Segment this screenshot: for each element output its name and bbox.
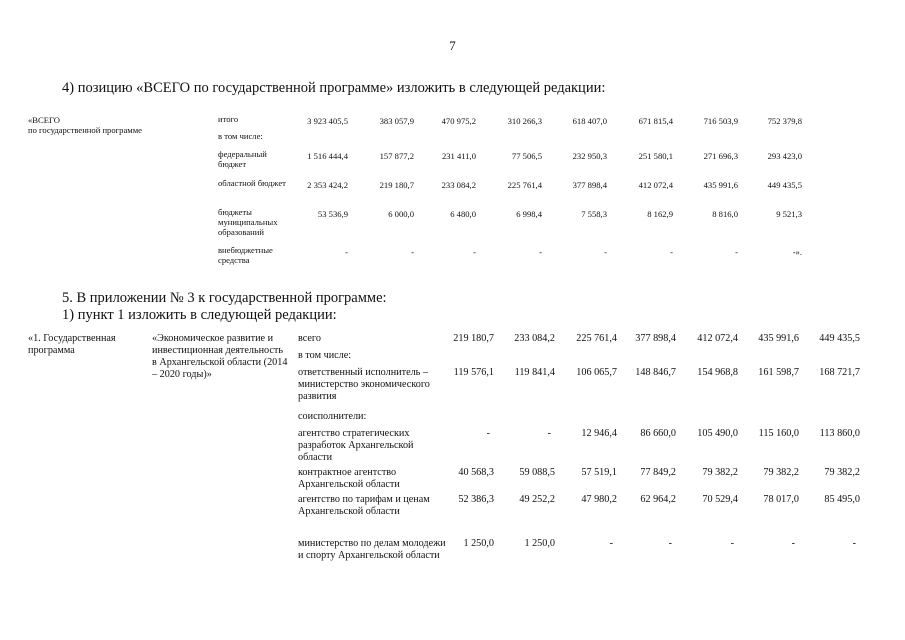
item4-heading: 4) позицию «ВСЕГО по государственной программе» изложить в следующей редакции: <box>62 80 606 96</box>
table-cell: 1 250,0 <box>463 538 494 549</box>
table-cell: 377 898,4 <box>635 333 676 344</box>
table-cell: 9 521,3 <box>776 209 802 219</box>
table-cell: - <box>486 428 490 439</box>
table-cell: - <box>735 247 738 257</box>
table-cell: 412 072,4 <box>697 333 738 344</box>
page-number: 7 <box>449 38 456 53</box>
table-cell: 383 057,9 <box>379 116 414 126</box>
table-row-name: ответственный исполнитель – министерство экономического развития <box>298 367 430 402</box>
table-cell: 148 846,7 <box>635 367 676 378</box>
table-cell: 449 435,5 <box>819 333 860 344</box>
table-cell: 6 000,0 <box>388 209 414 219</box>
table-row-name: агентство по тарифам и ценам Архангельской области <box>298 494 430 517</box>
table-cell: 251 580,1 <box>638 151 673 161</box>
table-cell: 231 411,0 <box>441 151 476 161</box>
table-row-name: всего <box>298 333 321 344</box>
table-cell: 12 946,4 <box>581 428 617 439</box>
table-cell: 412 072,4 <box>638 180 673 190</box>
table-row-name: внебюджетные средства <box>218 245 273 265</box>
table-cell: 77 849,2 <box>640 467 676 478</box>
table-cell: 70 529,4 <box>702 494 738 505</box>
table-row-name: в том числе: <box>298 350 352 361</box>
table-cell: 157 877,2 <box>379 151 414 161</box>
item5-subheading: 1) пункт 1 изложить в следующей редакции: <box>62 307 337 323</box>
table-cell: - <box>411 247 414 257</box>
table-row-name: контрактное агентство Архангельской области <box>298 467 400 490</box>
table-cell: 106 065,7 <box>576 367 617 378</box>
table-cell: 77 506,5 <box>511 151 542 161</box>
program-title: «Экономическое развитие и инвестиционная деятельность в Архангельской области (2014 – 2020 годы)» <box>152 333 288 380</box>
total-label: «ВСЕГО <box>28 115 60 125</box>
table-cell: 3 923 405,5 <box>307 116 348 126</box>
table-cell: 7 558,3 <box>581 209 607 219</box>
table-row-name: федеральный бюджет <box>218 149 267 169</box>
total-label: по государственной программе <box>28 125 142 135</box>
table-cell: - <box>345 247 348 257</box>
table-cell: - <box>539 247 542 257</box>
table-cell: 225 761,4 <box>576 333 617 344</box>
table-cell: 168 721,7 <box>819 367 860 378</box>
table-cell: 57 519,1 <box>581 467 617 478</box>
table-cell: 671 815,4 <box>638 116 673 126</box>
table-row-name: агентство стратегических разработок Архангельской области <box>298 428 414 463</box>
table-cell: - <box>730 538 734 549</box>
table-row-name: министерство по делам молодежи и спорту Архангельской области <box>298 538 446 561</box>
table-row-name: бюджеты муниципальных образований <box>218 207 278 237</box>
table-cell: - <box>668 538 672 549</box>
table-row-name: итого <box>218 114 239 124</box>
table-cell: 310 266,3 <box>507 116 542 126</box>
table-cell: 161 598,7 <box>758 367 799 378</box>
table-cell: 79 382,2 <box>763 467 799 478</box>
table-cell: - <box>670 247 673 257</box>
table-cell: 271 696,3 <box>703 151 738 161</box>
table-cell: 752 379,8 <box>767 116 802 126</box>
table-cell: 435 991,6 <box>758 333 799 344</box>
table-cell: - <box>609 538 613 549</box>
table-cell: 53 536,9 <box>317 209 348 219</box>
table-cell: 293 423,0 <box>767 151 802 161</box>
table-cell: - <box>473 247 476 257</box>
table-cell: -». <box>792 247 802 257</box>
table-cell: 219 180,7 <box>453 333 494 344</box>
table-cell: - <box>547 428 551 439</box>
table-cell: - <box>852 538 856 549</box>
table-cell: 225 761,4 <box>507 180 542 190</box>
table-cell: 59 088,5 <box>519 467 555 478</box>
table-row-name: соисполнители: <box>298 411 367 422</box>
table-cell: 233 084,2 <box>441 180 476 190</box>
table-cell: 47 980,2 <box>581 494 617 505</box>
table-cell: 1 516 444,4 <box>307 151 348 161</box>
table-cell: 79 382,2 <box>702 467 738 478</box>
table-cell: 79 382,2 <box>824 467 860 478</box>
table-cell: 86 660,0 <box>640 428 676 439</box>
table-cell: 113 860,0 <box>819 428 860 439</box>
item5-heading: 5. В приложении № 3 к государственной программе: <box>62 290 387 306</box>
table-cell: 6 998,4 <box>516 209 542 219</box>
table-cell: 377 898,4 <box>572 180 607 190</box>
table-cell: 435 991,6 <box>703 180 738 190</box>
table-cell: - <box>604 247 607 257</box>
table-cell: 8 816,0 <box>712 209 738 219</box>
table-cell: 115 160,0 <box>758 428 799 439</box>
table-cell: 219 180,7 <box>379 180 414 190</box>
table-cell: 154 968,8 <box>697 367 738 378</box>
table-cell: 119 841,4 <box>514 367 555 378</box>
table-cell: 40 568,3 <box>458 467 494 478</box>
table-cell: 119 576,1 <box>453 367 494 378</box>
table-cell: 449 435,5 <box>767 180 802 190</box>
table-cell: 470 975,2 <box>441 116 476 126</box>
table-cell: 49 252,2 <box>519 494 555 505</box>
table-cell: 105 490,0 <box>697 428 738 439</box>
table-cell: 2 353 424,2 <box>307 180 348 190</box>
table-cell: 78 017,0 <box>763 494 799 505</box>
table-row-name: в том числе: <box>218 131 263 141</box>
table-cell: 8 162,9 <box>647 209 673 219</box>
program-name: «1. Государственная программа <box>28 333 116 356</box>
table-cell: 62 964,2 <box>640 494 676 505</box>
table-cell: - <box>791 538 795 549</box>
table-row-name: областной бюджет <box>218 178 286 188</box>
table-cell: 716 503,9 <box>703 116 738 126</box>
table-cell: 618 407,0 <box>572 116 607 126</box>
table-cell: 85 495,0 <box>824 494 860 505</box>
table-cell: 6 480,0 <box>450 209 476 219</box>
table-cell: 52 386,3 <box>458 494 494 505</box>
table-cell: 232 950,3 <box>572 151 607 161</box>
table-cell: 1 250,0 <box>524 538 555 549</box>
table-cell: 233 084,2 <box>514 333 555 344</box>
